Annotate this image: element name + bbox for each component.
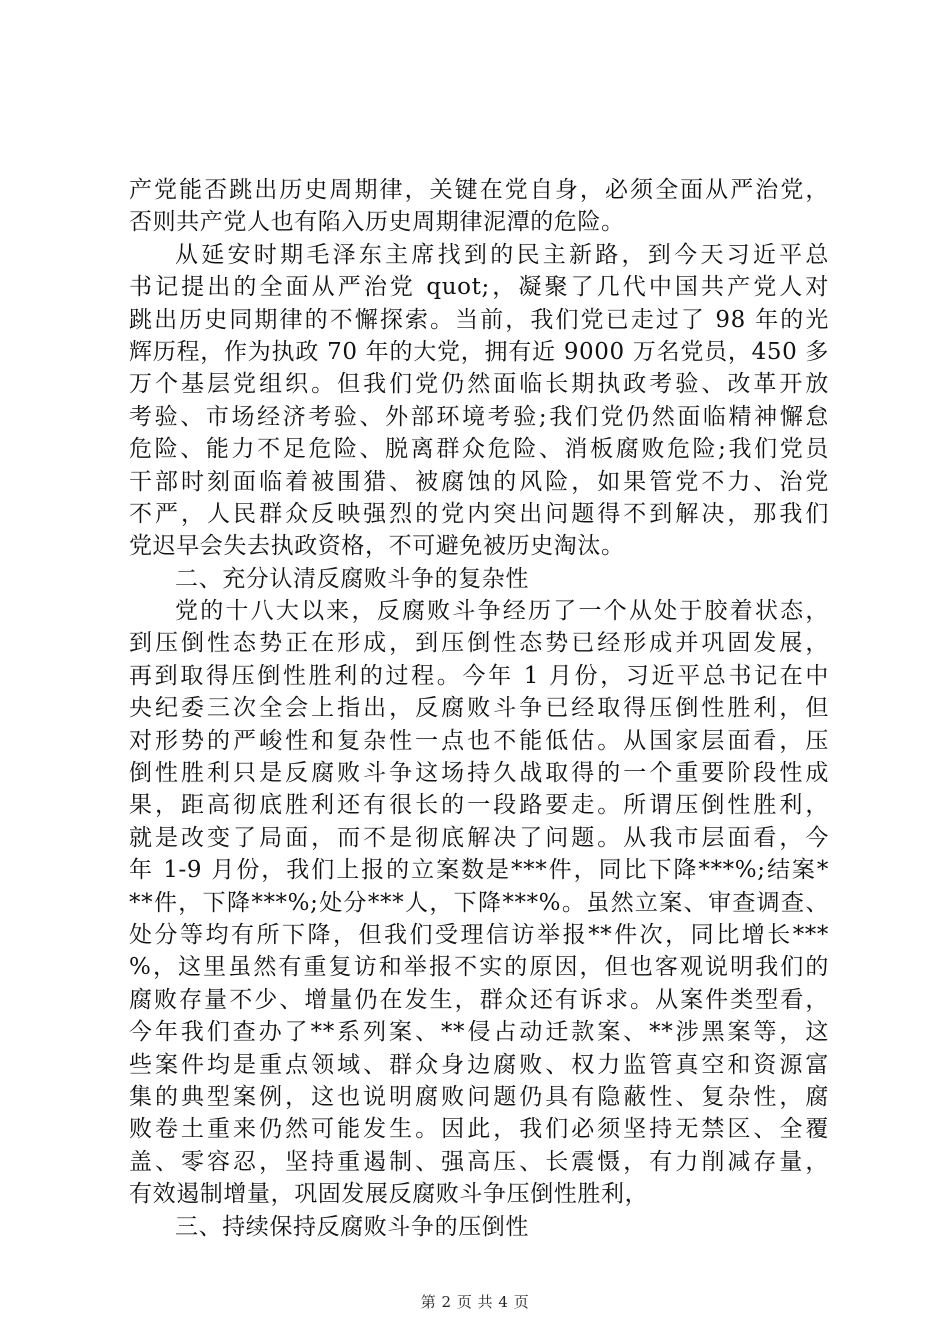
text-line: 产党能否跳出历史周期律，关键在党自身，必须全面从严治党， [129,177,829,203]
text-line: 干部时刻面临着被围猎、被腐蚀的风险，如果管党不力、治党 [129,468,829,495]
text-line: 年 1-9 月份，我们上报的立案数是***件，同比下降***%;结案* [129,857,829,884]
text-line: 腐败存量不少、增量仍在发生，群众还有诉求。从案件类型看， [129,986,829,1013]
paragraph-start-line: 从延安时期毛泽东主席找到的民主新路，到今天习近平总 [175,241,829,268]
text-line: 就是改变了局面，而不是彻底解决了问题。从我市层面看，今 [129,824,829,851]
section-heading: 二、充分认清反腐败斗争的复杂性 [175,565,529,592]
text-line: 集的典型案例，这也说明腐败问题仍具有隐蔽性、复杂性，腐 [129,1083,829,1110]
text-line: 对形势的严峻性和复杂性一点也不能低估。从国家层面看，压 [129,727,829,754]
section-heading: 三、持续保持反腐败斗争的压倒性 [175,1213,529,1240]
text-line: 败卷土重来仍然可能发生。因此，我们必须坚持无禁区、全覆 [129,1116,829,1143]
text-line: 万个基层党组织。但我们党仍然面临长期执政考验、改革开放 [129,371,829,398]
text-line: %，这里虽然有重复访和举报不实的原因，但也客观说明我们的 [129,954,829,981]
text-line: 到压倒性态势正在形成，到压倒性态势已经形成并巩固发展， [129,630,829,657]
text-line: 辉历程，作为执政 70 年的大党，拥有近 9000 万名党员，450 多 [129,338,829,365]
text-line: 盖、零容忍，坚持重遏制、强高压、长震慑，有力削减存量， [129,1148,829,1175]
text-line: 些案件均是重点领域、群众身边腐败、权力监管真空和资源富 [129,1051,829,1078]
text-line: 再到取得压倒性胜利的过程。今年 1 月份，习近平总书记在中 [129,662,829,689]
text-line: 处分等均有所下降，但我们受理信访举报**件次，同比增长*** [129,921,829,948]
text-line: 央纪委三次全会上指出，反腐败斗争已经取得压倒性胜利，但 [129,695,829,722]
text-line: 党迟早会失去执政资格，不可避免被历史淘汰。 [129,533,625,560]
text-line: 考验、市场经济考验、外部环境考验;我们党仍然面临精神懈怠 [129,403,829,430]
paragraph-start-line: 党的十八大以来，反腐败斗争经历了一个从处于胶着状态， [175,598,829,625]
text-line: **件，下降***%;处分***人，下降***%。虽然立案、审查调查、 [129,889,829,916]
text-line: 有效遏制增量，巩固发展反腐败斗争压倒性胜利， [129,1181,649,1208]
text-line: 倒性胜利只是反腐败斗争这场持久战取得的一个重要阶段性成 [129,760,829,787]
page-number-footer: 第 2 页 共 4 页 [420,1293,530,1311]
text-line: 跳出历史同期律的不懈探索。当前，我们党已走过了 98 年的光 [129,306,829,333]
body-text [129,174,829,1243]
text-line: 危险、能力不足危险、脱离群众危险、消板腐败危险;我们党员 [129,436,829,463]
text-line: 果，距高彻底胜利还有很长的一段路要走。所谓压倒性胜利， [129,792,829,819]
text-line: 不严，人民群众反映强烈的党内突出问题得不到解决，那我们 [129,500,829,527]
text-line: 今年我们查办了**系列案、**侵占动迁款案、**涉黑案等，这 [129,1019,829,1046]
text-line: 书记提出的全面从严治党 quot;，凝聚了几代中国共产党人对 [129,274,829,301]
text-line: 否则共产党人也有陷入历史周期律泥潭的危险。 [129,209,625,236]
